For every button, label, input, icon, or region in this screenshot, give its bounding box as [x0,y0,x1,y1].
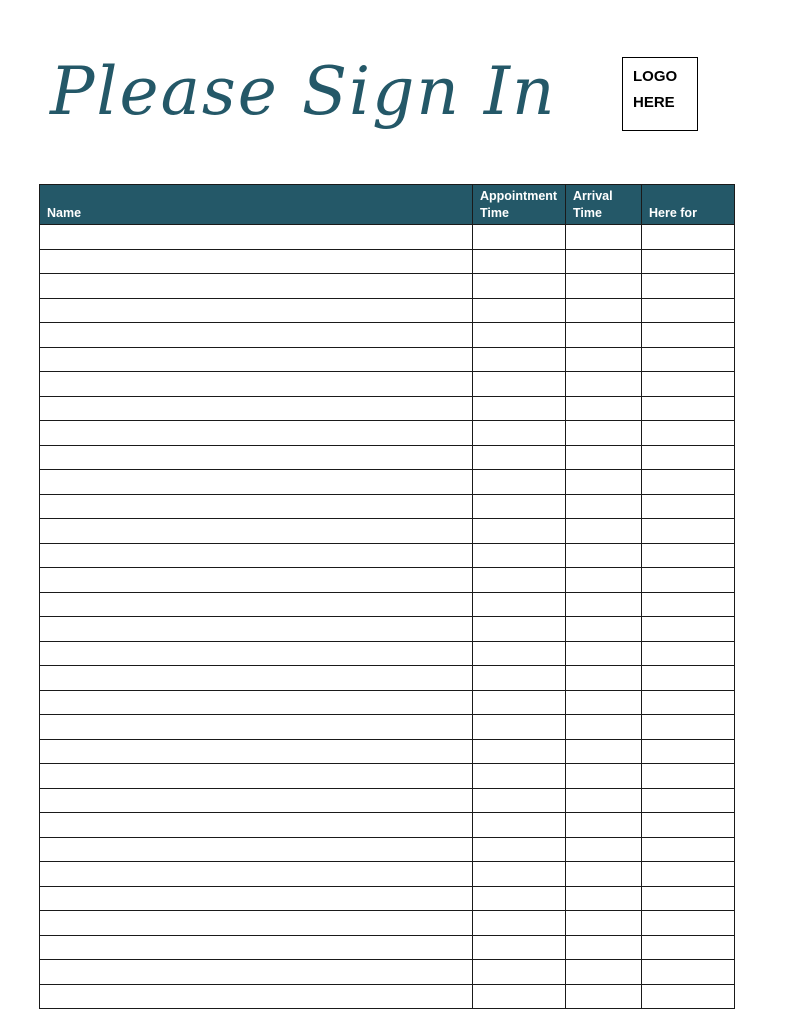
name-cell[interactable] [40,543,473,568]
table-row [40,911,735,936]
appointment-time-cell[interactable] [473,323,566,348]
here-for-cell[interactable] [642,372,735,397]
arrival-time-cell[interactable] [566,813,642,838]
arrival-time-cell[interactable] [566,519,642,544]
appointment-time-cell[interactable] [473,984,566,1009]
here-for-cell[interactable] [642,323,735,348]
appointment-time-cell[interactable] [473,666,566,691]
name-cell[interactable] [40,470,473,495]
arrival-time-cell[interactable] [566,543,642,568]
table-row [40,568,735,593]
appointment-time-cell[interactable] [473,249,566,274]
appointment-time-cell[interactable] [473,862,566,887]
header-row [40,185,735,225]
here-for-cell[interactable] [642,445,735,470]
here-for-cell[interactable] [642,813,735,838]
here-for-cell[interactable] [642,225,735,250]
name-cell[interactable] [40,911,473,936]
table-row [40,813,735,838]
appointment-time-cell[interactable] [473,470,566,495]
here-for-cell[interactable] [642,764,735,789]
here-for-cell[interactable] [642,543,735,568]
table-row [40,715,735,740]
table-row [40,617,735,642]
arrival-time-cell[interactable] [566,347,642,372]
appointment-time-cell[interactable] [473,592,566,617]
name-cell[interactable] [40,764,473,789]
table-row [40,886,735,911]
here-for-cell[interactable] [642,984,735,1009]
arrival-time-cell[interactable] [566,935,642,960]
arrival-time-cell[interactable] [566,788,642,813]
name-cell[interactable] [40,372,473,397]
column-header-here-for: Here for [642,185,735,225]
appointment-time-cell[interactable] [473,690,566,715]
here-for-cell[interactable] [642,960,735,985]
table-row [40,592,735,617]
page-title: Please Sign In [50,53,557,130]
table-body [40,225,735,1009]
arrival-time-cell[interactable] [566,715,642,740]
arrival-time-cell[interactable] [566,886,642,911]
appointment-time-cell[interactable] [473,813,566,838]
here-for-cell[interactable] [642,494,735,519]
appointment-time-cell[interactable] [473,298,566,323]
table-row [40,837,735,862]
here-for-cell[interactable] [642,347,735,372]
table-row [40,347,735,372]
here-for-cell[interactable] [642,690,735,715]
arrival-time-cell[interactable] [566,862,642,887]
appointment-time-cell[interactable] [473,837,566,862]
here-for-cell[interactable] [642,421,735,446]
appointment-time-cell[interactable] [473,274,566,299]
name-cell[interactable] [40,641,473,666]
appointment-time-cell[interactable] [473,494,566,519]
table-row [40,862,735,887]
appointment-time-cell[interactable] [473,543,566,568]
name-cell[interactable] [40,935,473,960]
here-for-cell[interactable] [642,298,735,323]
name-cell[interactable] [40,323,473,348]
here-for-cell[interactable] [642,617,735,642]
appointment-time-cell[interactable] [473,764,566,789]
arrival-time-cell[interactable] [566,641,642,666]
name-cell[interactable] [40,666,473,691]
table-row [40,543,735,568]
arrival-time-cell[interactable] [566,249,642,274]
table-row [40,984,735,1009]
here-for-cell[interactable] [642,739,735,764]
here-for-cell[interactable] [642,396,735,421]
table-row [40,494,735,519]
arrival-time-cell[interactable] [566,396,642,421]
appointment-time-cell[interactable] [473,739,566,764]
appointment-time-cell[interactable] [473,372,566,397]
name-cell[interactable] [40,788,473,813]
logo-placeholder [622,57,698,131]
name-cell[interactable] [40,347,473,372]
name-cell[interactable] [40,813,473,838]
here-for-cell[interactable] [642,274,735,299]
here-for-cell[interactable] [642,715,735,740]
here-for-cell[interactable] [642,568,735,593]
here-for-cell[interactable] [642,592,735,617]
column-header-name: Name [40,185,473,225]
table-row [40,274,735,299]
name-cell[interactable] [40,274,473,299]
table-row [40,960,735,985]
appointment-time-cell[interactable] [473,519,566,544]
arrival-time-cell[interactable] [566,445,642,470]
appointment-time-cell[interactable] [473,886,566,911]
arrival-time-cell[interactable] [566,690,642,715]
here-for-cell[interactable] [642,837,735,862]
table-row [40,690,735,715]
appointment-time-cell[interactable] [473,445,566,470]
table-row [40,935,735,960]
arrival-time-cell[interactable] [566,568,642,593]
here-for-cell[interactable] [642,249,735,274]
name-cell[interactable] [40,421,473,446]
table-row [40,421,735,446]
appointment-time-cell[interactable] [473,421,566,446]
name-cell[interactable] [40,960,473,985]
appointment-time-cell[interactable] [473,788,566,813]
arrival-time-cell[interactable] [566,592,642,617]
appointment-time-cell[interactable] [473,911,566,936]
arrival-time-cell[interactable] [566,739,642,764]
here-for-cell[interactable] [642,788,735,813]
table-row [40,666,735,691]
column-header-arrival-time: Arrival Time [566,185,642,225]
name-cell[interactable] [40,862,473,887]
appointment-time-cell[interactable] [473,641,566,666]
table-row [40,739,735,764]
name-cell[interactable] [40,445,473,470]
appointment-time-cell[interactable] [473,960,566,985]
table-row [40,519,735,544]
table-row [40,372,735,397]
name-cell[interactable] [40,690,473,715]
table-row [40,788,735,813]
name-cell[interactable] [40,249,473,274]
arrival-time-cell[interactable] [566,666,642,691]
name-cell[interactable] [40,984,473,1009]
arrival-time-cell[interactable] [566,960,642,985]
here-for-cell[interactable] [642,641,735,666]
here-for-cell[interactable] [642,666,735,691]
name-cell[interactable] [40,886,473,911]
arrival-time-cell[interactable] [566,470,642,495]
name-cell[interactable] [40,617,473,642]
name-cell[interactable] [40,568,473,593]
sign-in-table [39,184,735,1009]
arrival-time-cell[interactable] [566,494,642,519]
appointment-time-cell[interactable] [473,617,566,642]
arrival-time-cell[interactable] [566,421,642,446]
name-cell[interactable] [40,225,473,250]
name-cell[interactable] [40,837,473,862]
arrival-time-cell[interactable] [566,764,642,789]
table-row [40,225,735,250]
table-row [40,445,735,470]
arrival-time-cell[interactable] [566,323,642,348]
arrival-time-cell[interactable] [566,274,642,299]
table-row [40,764,735,789]
table-row [40,470,735,495]
here-for-cell[interactable] [642,886,735,911]
column-header-appointment-time: Appointment Time [473,185,566,225]
table-row [40,641,735,666]
logo-text-line2: HERE [633,94,675,111]
table-row [40,249,735,274]
here-for-cell[interactable] [642,862,735,887]
table-row [40,298,735,323]
table-row [40,323,735,348]
arrival-time-cell[interactable] [566,298,642,323]
arrival-time-cell[interactable] [566,372,642,397]
name-cell[interactable] [40,592,473,617]
here-for-cell[interactable] [642,470,735,495]
name-cell[interactable] [40,298,473,323]
table-row [40,396,735,421]
appointment-time-cell[interactable] [473,568,566,593]
here-for-cell[interactable] [642,519,735,544]
name-cell[interactable] [40,494,473,519]
logo-text-line1: LOGO [633,68,678,85]
name-cell[interactable] [40,739,473,764]
name-cell[interactable] [40,396,473,421]
arrival-time-cell[interactable] [566,837,642,862]
appointment-time-cell[interactable] [473,396,566,421]
appointment-time-cell[interactable] [473,225,566,250]
arrival-time-cell[interactable] [566,225,642,250]
arrival-time-cell[interactable] [566,617,642,642]
appointment-time-cell[interactable] [473,935,566,960]
arrival-time-cell[interactable] [566,984,642,1009]
arrival-time-cell[interactable] [566,911,642,936]
table-header [40,185,735,225]
here-for-cell[interactable] [642,911,735,936]
appointment-time-cell[interactable] [473,347,566,372]
here-for-cell[interactable] [642,935,735,960]
appointment-time-cell[interactable] [473,715,566,740]
name-cell[interactable] [40,715,473,740]
name-cell[interactable] [40,519,473,544]
